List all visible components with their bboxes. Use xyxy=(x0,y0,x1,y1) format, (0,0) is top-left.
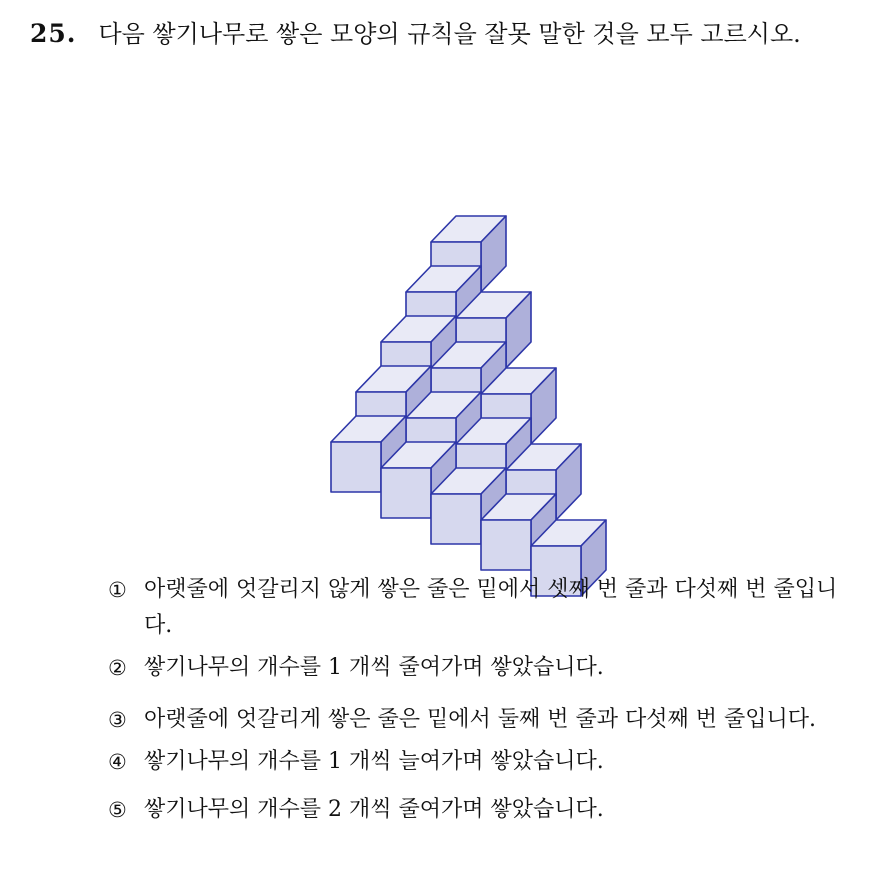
choice-4-text: 쌓기나무의 개수를 1 개씩 늘여가며 쌓았습니다. xyxy=(144,749,604,774)
choice-2[interactable] xyxy=(108,650,848,686)
choice-2-marker: ② xyxy=(108,656,127,680)
question-number: 25. xyxy=(30,19,77,48)
cube-front-face xyxy=(381,468,431,518)
question-prompt: 다음 쌓기나무로 쌓은 모양의 규칙을 잘못 말한 것을 모두 고르시오. xyxy=(98,20,801,48)
cube-front-face xyxy=(481,520,531,570)
choice-3-text: 아랫줄에 엇갈리게 쌓은 줄은 밑에서 둘째 번 줄과 다섯째 번 줄입니다. xyxy=(144,707,816,732)
choice-3-marker: ③ xyxy=(108,708,127,732)
choice-5[interactable] xyxy=(108,792,848,828)
answer-choices xyxy=(108,572,848,828)
choice-4[interactable] xyxy=(108,744,848,780)
choice-5-marker: ⑤ xyxy=(108,798,127,822)
cube-front-face xyxy=(431,494,481,544)
choice-3[interactable] xyxy=(108,702,848,738)
choice-1-text: 아랫줄에 엇갈리지 않게 쌓은 줄은 밑에서 셋째 번 줄과 다섯째 번 줄입니다. xyxy=(144,577,838,638)
choice-2-text: 쌓기나무의 개수를 1 개씩 줄여가며 쌓았습니다. xyxy=(144,655,604,680)
cube-front-face xyxy=(331,442,381,492)
choice-1-marker: ① xyxy=(108,578,127,602)
choice-5-text: 쌓기나무의 개수를 2 개씩 줄여가며 쌓았습니다. xyxy=(144,797,604,822)
choice-4-marker: ④ xyxy=(108,750,127,774)
cube-group xyxy=(331,216,606,596)
choice-1[interactable] xyxy=(108,572,848,644)
